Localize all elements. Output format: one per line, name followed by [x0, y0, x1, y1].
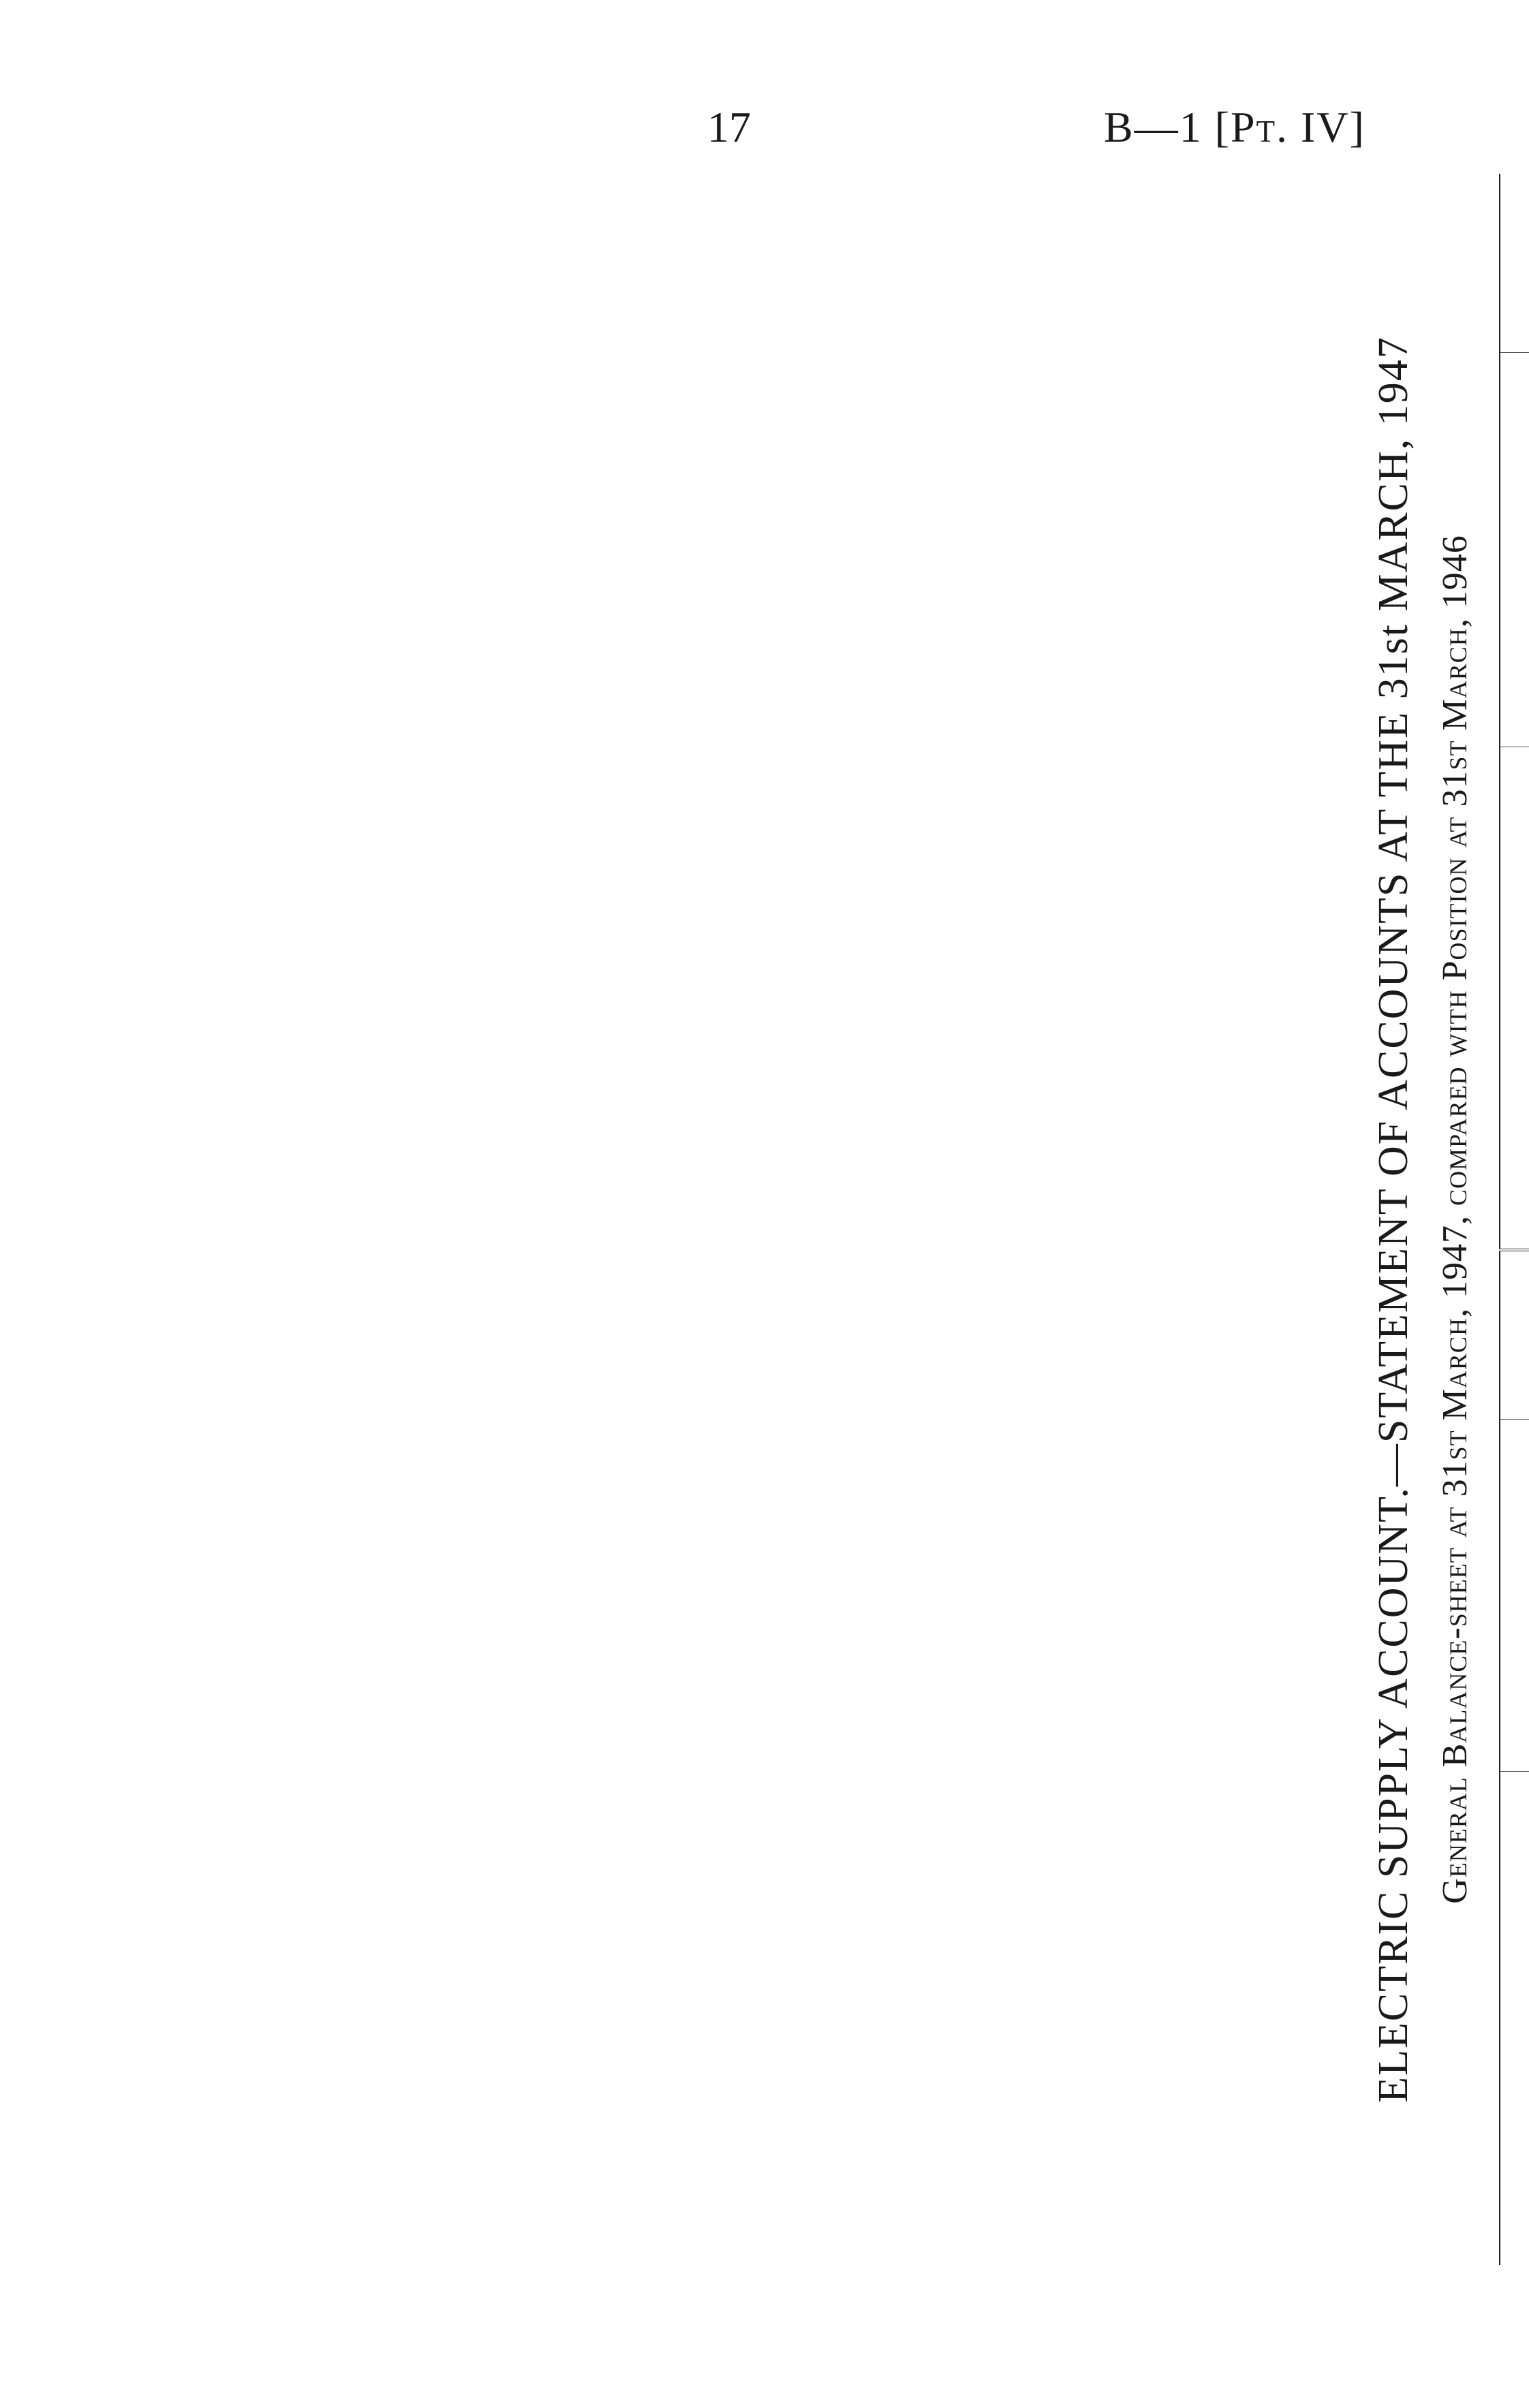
series-part: [Pt. IV] [1214, 103, 1365, 151]
liabilities-header [1500, 1772, 1529, 2265]
header-row [1500, 174, 1529, 2265]
page-number: 17 [707, 103, 751, 151]
document-series [1104, 102, 1365, 153]
liabilities-1947-header [1500, 1419, 1529, 1771]
assets-header [1500, 747, 1529, 1250]
series-code: B—1 [1104, 103, 1203, 151]
rotated-balance-sheet [1370, 174, 1529, 2265]
assets-1946-header [1500, 174, 1529, 352]
assets-1947-header [1500, 352, 1529, 747]
statement-title: ELECTRIC SUPPLY ACCOUNT.—STATEMENT OF ACCOUNTS AT THE 31st MARCH, 1947 [1370, 336, 1417, 2103]
statement-subtitle: General Balance-sheet at 31st March, 1947, compared with Position at 31st March, 1946 [1436, 535, 1474, 1904]
balance-sheet-table [1499, 174, 1529, 2265]
liabilities-1946-header [1500, 1250, 1529, 1419]
